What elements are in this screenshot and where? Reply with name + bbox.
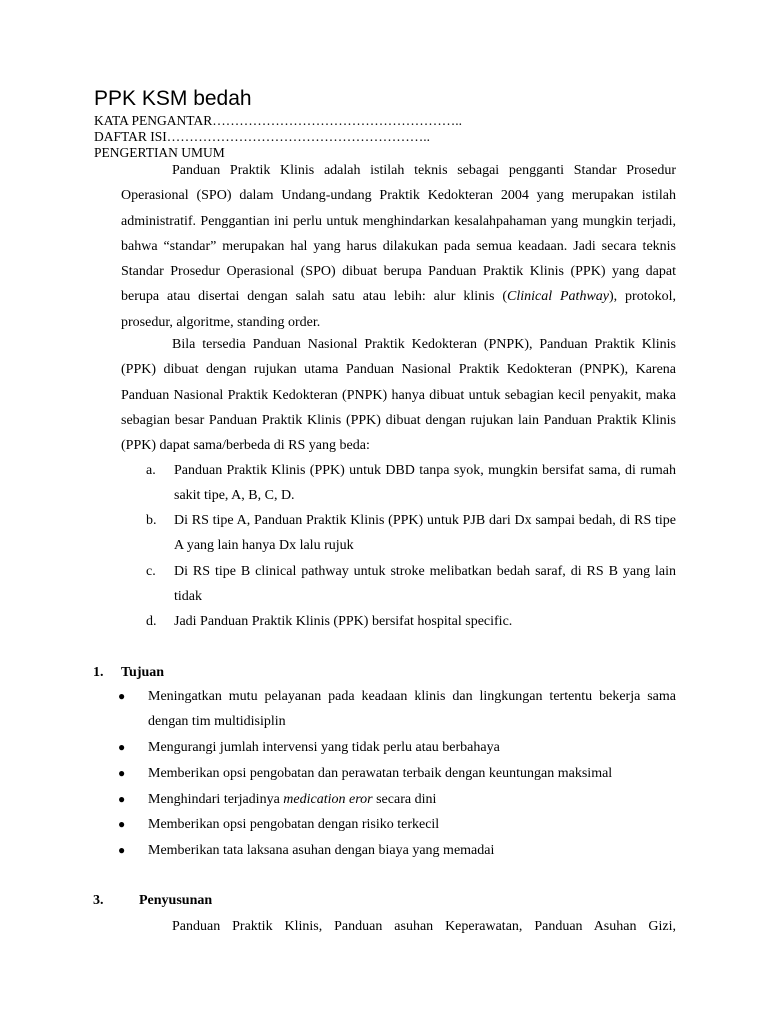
bullet-icon: ● <box>118 740 126 754</box>
list-text-part: Menghindari terjadinya <box>148 792 284 807</box>
list-text: Meningatkan mutu pelayanan pada keadaan klinis dan lingkungan tertentu bekerja sama dengan tim multidisiplin <box>148 689 676 730</box>
list-text <box>148 787 676 812</box>
bullet-icon: ● <box>118 817 126 831</box>
section-number: 1. <box>93 665 104 680</box>
section-number: 3. <box>93 893 104 908</box>
list-label: c. <box>146 564 156 579</box>
bullet-icon: ● <box>118 792 126 806</box>
list-text-part: secara dini <box>372 792 437 807</box>
paragraph-emphasis: Clinical Pathway <box>507 289 609 305</box>
list-text: Memberikan opsi pengobatan dengan risiko terkecil <box>148 817 440 832</box>
paragraph-pengertian-2: Bila tersedia Panduan Nasional Praktik Kedokteran (PNPK), Panduan Praktik Klinis (PPK) dibuat dengan rujukan utama Panduan Nasional Praktik Kedokteran (PNPK), Karena Panduan Nasional Praktik Kedokteran (PNPK) hanya dibuat untuk sebagian kecil penyakit, maka sebagian besar Panduan Praktik Klinis (PPK) dibuat dengan rujukan lain Panduan Praktik Klinis (PPK) dapat sama/berbeda di RS yang beda: <box>121 337 676 454</box>
paragraph-penyusunan: Panduan Praktik Klinis, Panduan asuhan Keperawatan, Panduan Asuhan Gizi, <box>172 919 676 934</box>
section-title: Tujuan <box>121 665 165 680</box>
toc-kata-pengantar: KATA PENGANTAR……………………………………………….. <box>94 113 462 128</box>
section-title: Penyusunan <box>139 893 213 908</box>
list-label: b. <box>146 513 157 528</box>
bullet-icon: ● <box>118 766 126 780</box>
list-text-emphasis: medication eror <box>283 792 373 807</box>
list-text: Di RS tipe A, Panduan Praktik Klinis (PPK) untuk PJB dari Dx sampai bedah, di RS tipe A yang lain hanya Dx lalu rujuk <box>174 513 676 554</box>
list-text: Memberikan tata laksana asuhan dengan biaya yang memadai <box>148 843 495 858</box>
list-label: a. <box>146 463 156 478</box>
document-title: PPK KSM bedah <box>94 87 252 110</box>
paragraph-text: ), protokol, prosedur, algoritme, standing order. <box>121 289 676 330</box>
paragraph-pengertian-1 <box>121 158 676 335</box>
list-text: Mengurangi jumlah intervensi yang tidak perlu atau berbahaya <box>148 740 500 755</box>
list-label: d. <box>146 614 157 629</box>
bullet-icon: ● <box>118 843 126 857</box>
toc-daftar-isi: DAFTAR ISI………………………………………………….. <box>94 129 431 144</box>
paragraph-text: Panduan Praktik Klinis adalah istilah teknis sebagai pengganti Standar Prosedur Operasional (SPO) dalam Undang-undang Praktik Kedokteran 2004 yang merupakan istilah administratif. Penggantian ini perlu untuk menghindarkan kesalahpahaman yang mungkin terjadi, bahwa “standar” merupakan hal yang harus dilakukan pada semua keadaan. Jadi secara teknis Standar Prosedur Operasional (SPO) dibuat berupa Panduan Praktik Klinis (PPK) yang dapat berupa atau disertai dengan salah satu atau lebih: alur klinis ( <box>121 163 676 305</box>
list-text: Di RS tipe B clinical pathway untuk stroke melibatkan bedah saraf, di RS B yang lain tidak <box>174 564 676 605</box>
list-text: Panduan Praktik Klinis (PPK) untuk DBD tanpa syok, mungkin bersifat sama, di rumah sakit tipe, A, B, C, D. <box>174 463 676 504</box>
list-text: Jadi Panduan Praktik Klinis (PPK) bersifat hospital specific. <box>174 614 513 629</box>
bullet-icon: ● <box>118 689 126 703</box>
toc-pengertian-umum: PENGERTIAN UMUM <box>94 145 225 160</box>
list-text: Memberikan opsi pengobatan dan perawatan terbaik dengan keuntungan maksimal <box>148 766 613 781</box>
